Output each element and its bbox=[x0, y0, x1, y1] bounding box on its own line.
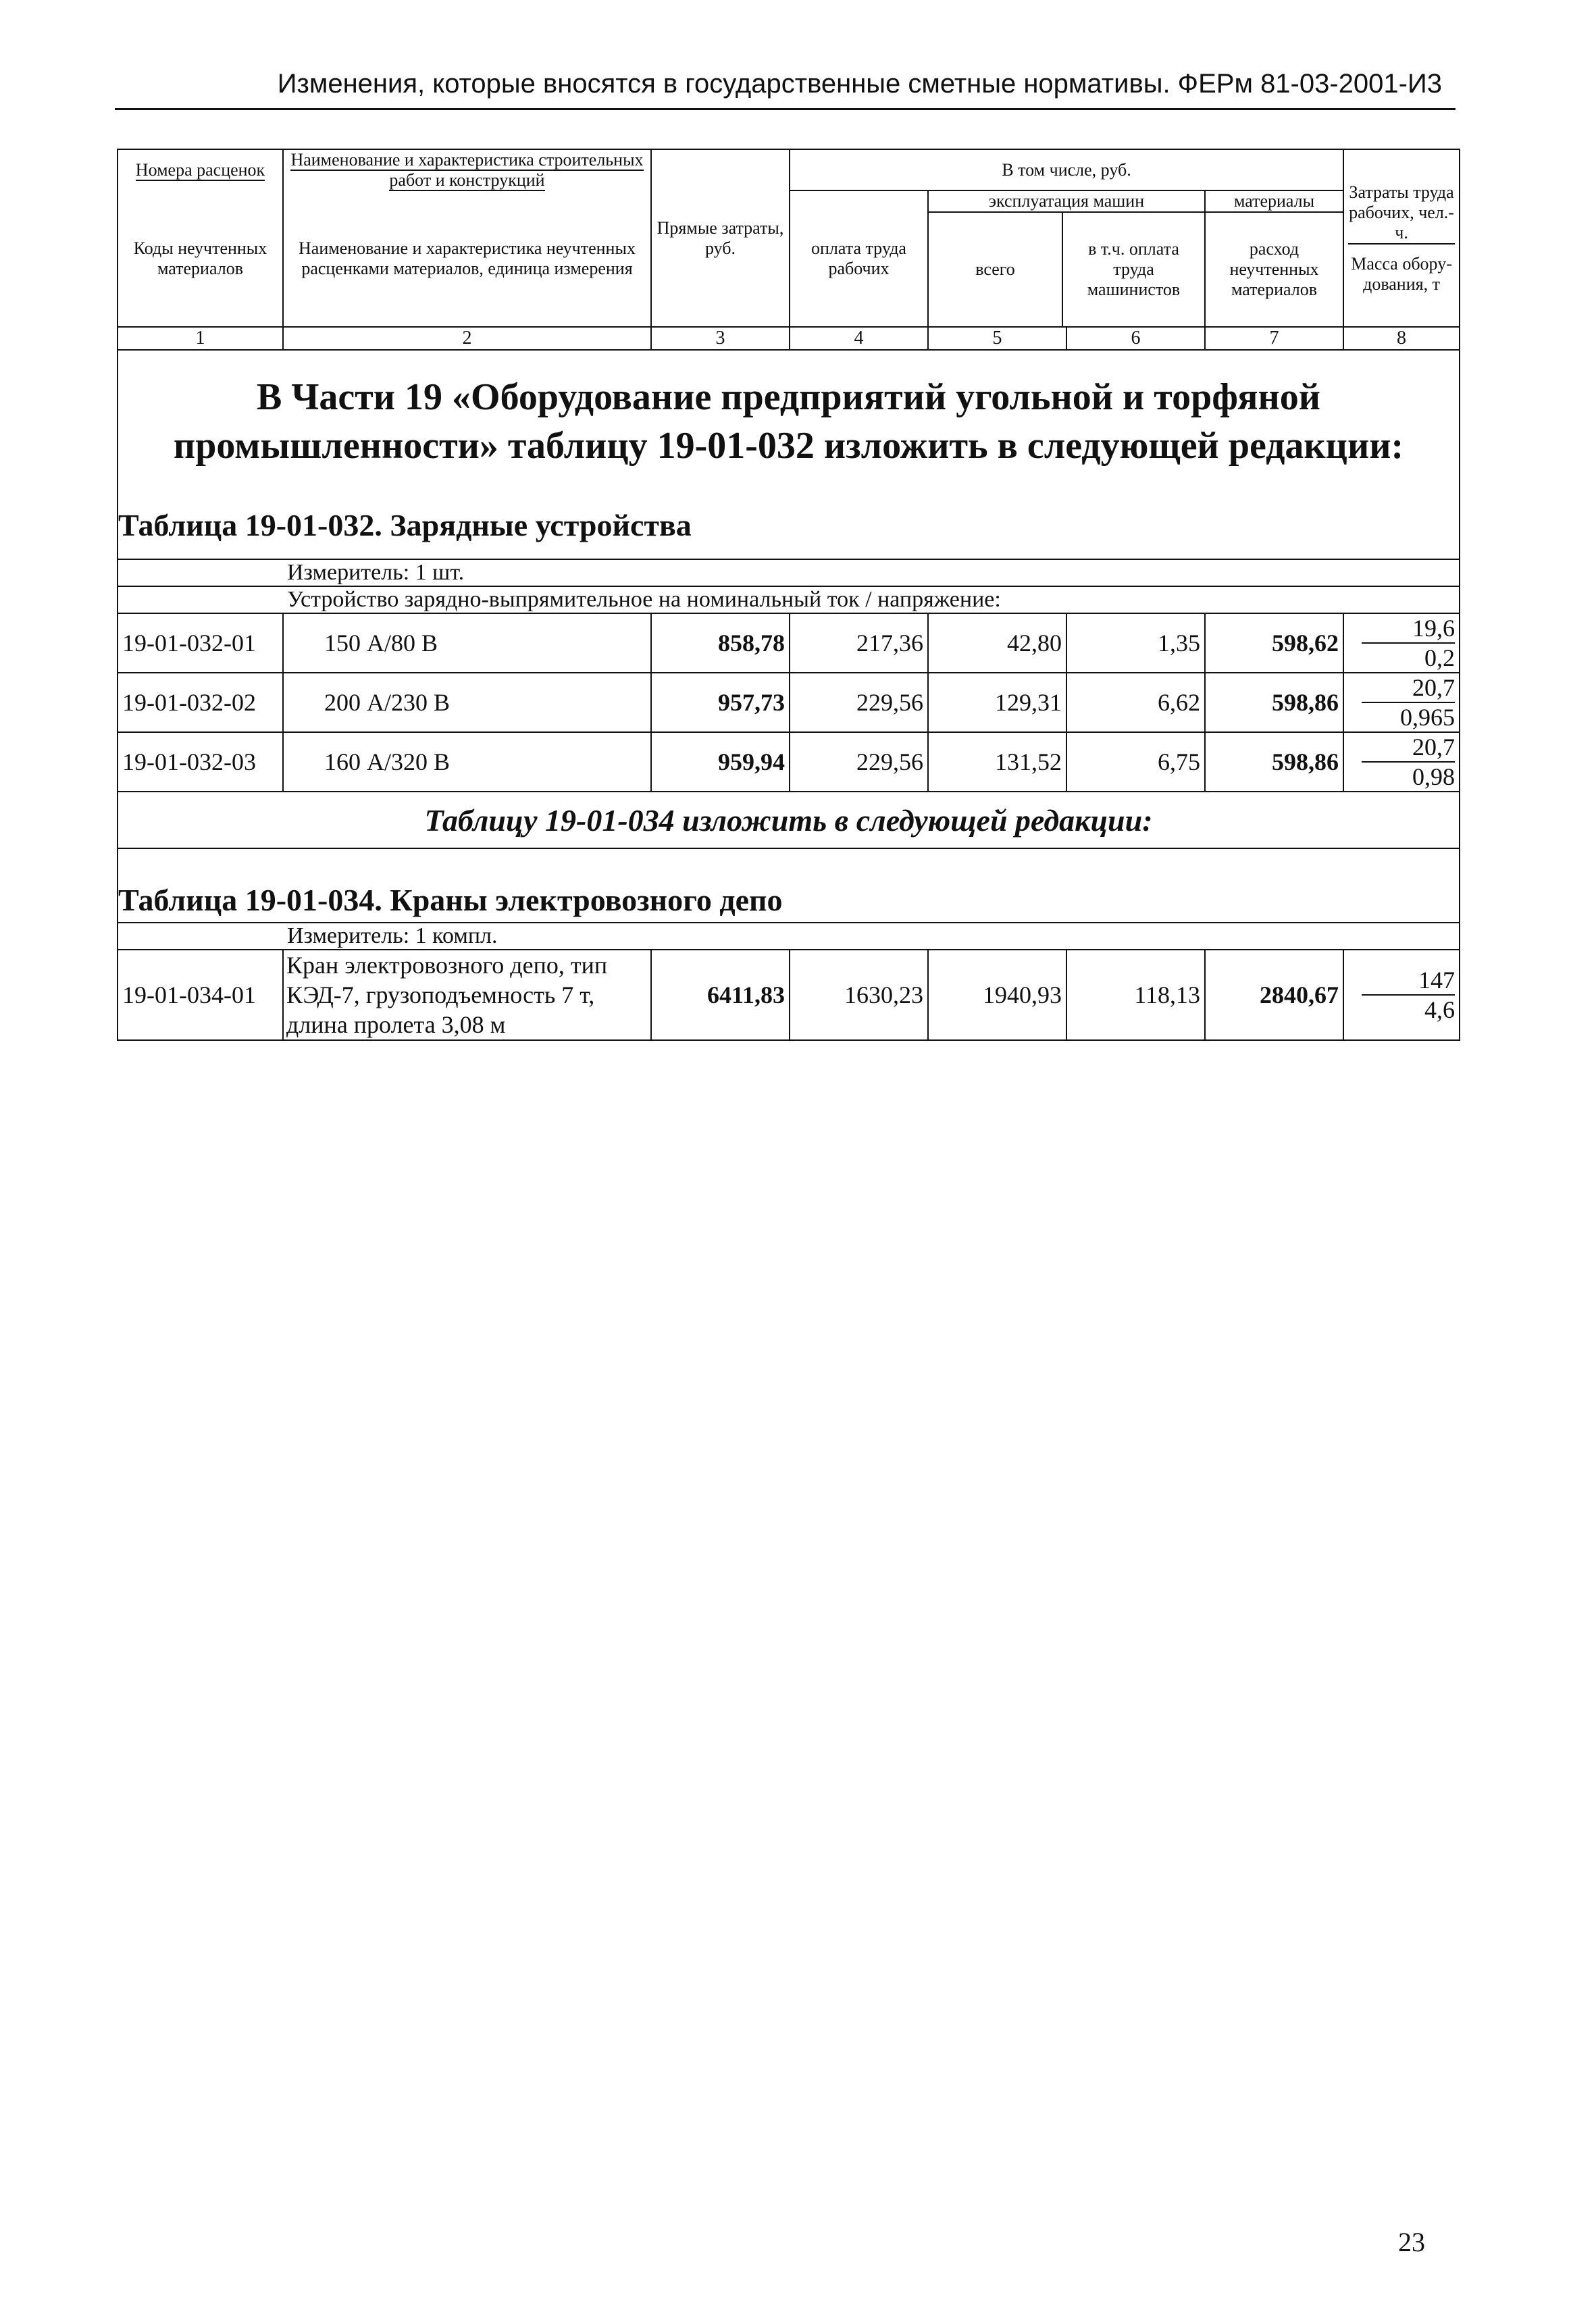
row-direct: 858,78 bbox=[651, 613, 790, 673]
machines-label: эксплуатация машин bbox=[929, 191, 1204, 213]
group-header: В том числе, руб. bbox=[790, 149, 1343, 190]
row-name: 200 А/230 В bbox=[283, 673, 651, 732]
row-direct: 959,94 bbox=[651, 732, 790, 792]
section2-meter: Измеритель: 1 компл. bbox=[283, 923, 1460, 950]
col-num-8: 8 bbox=[1343, 327, 1460, 350]
row-mach: 42,80 bbox=[928, 613, 1066, 673]
row-mass: 0,98 bbox=[1412, 763, 1456, 790]
row-hours: 20,7 bbox=[1362, 673, 1455, 703]
col-num-7: 7 bbox=[1205, 327, 1343, 350]
row-labor: 229,56 bbox=[790, 673, 928, 732]
row-mass: 0,965 bbox=[1400, 704, 1456, 731]
table-row bbox=[118, 950, 1460, 1040]
section2-banner: Таблицу 19-01-034 изложить в следующей редакции: bbox=[118, 792, 1460, 848]
section2-banner-row bbox=[118, 792, 1460, 848]
col5-header: всего bbox=[929, 213, 1063, 326]
row-code: 19-01-032-02 bbox=[118, 673, 283, 732]
row-code: 19-01-032-03 bbox=[118, 732, 283, 792]
row-name: 150 А/80 В bbox=[283, 613, 651, 673]
col8-bottom: Масса обору-дования, т bbox=[1351, 253, 1452, 294]
table-row bbox=[118, 613, 1460, 673]
column-numbers-row bbox=[118, 327, 1460, 350]
section2-title-row bbox=[118, 848, 1460, 923]
row-mach-labor: 1,35 bbox=[1066, 613, 1205, 673]
section1-meter: Измеритель: 1 шт. bbox=[283, 559, 1460, 586]
page-header bbox=[115, 68, 1456, 110]
col1-top: Номера расценок bbox=[118, 149, 283, 190]
col-num-6: 6 bbox=[1066, 327, 1205, 350]
section1-banner-row bbox=[118, 350, 1460, 492]
col2-top: Наименование и характеристика строительных работ и конструкций bbox=[283, 149, 651, 190]
row-hours-mass bbox=[1343, 732, 1460, 792]
row-hours-mass bbox=[1343, 613, 1460, 673]
row-hours: 19,6 bbox=[1362, 614, 1455, 644]
col-num-5: 5 bbox=[928, 327, 1066, 350]
row-code: 19-01-032-01 bbox=[118, 613, 283, 673]
materials-header bbox=[1205, 190, 1343, 327]
page-header-title: Изменения, которые вносятся в государственные сметные нормативы. ФЕРм 81-03-2001-И3 bbox=[277, 69, 1442, 99]
section1-banner: В Части 19 «Оборудование предприятий угольной и торфяной промышленности» таблицу 19-01-032 изложить в следующей редакции: bbox=[118, 350, 1460, 492]
row-labor: 1630,23 bbox=[790, 950, 928, 1040]
section2-table-title: Таблица 19-01-034. Краны электровозного депо bbox=[118, 848, 1460, 923]
row-mat: 2840,67 bbox=[1205, 950, 1343, 1040]
col-num-2: 2 bbox=[283, 327, 651, 350]
row-hours-mass bbox=[1343, 950, 1460, 1040]
row-mach-labor: 6,75 bbox=[1066, 732, 1205, 792]
col-num-4: 4 bbox=[790, 327, 928, 350]
row-mat: 598,86 bbox=[1205, 673, 1343, 732]
machines-header bbox=[928, 190, 1205, 327]
materials-label: материалы bbox=[1206, 191, 1343, 213]
section1-table-title: Таблица 19-01-032. Зарядные устройства bbox=[118, 492, 1460, 559]
section1-title-row bbox=[118, 492, 1460, 559]
col6-header: в т.ч. оплата труда машинистов bbox=[1087, 239, 1181, 299]
row-mach: 1940,93 bbox=[928, 950, 1066, 1040]
row-hours: 147 bbox=[1362, 966, 1455, 996]
row-name: 160 А/320 В bbox=[283, 732, 651, 792]
col8-header bbox=[1343, 149, 1460, 327]
row-mass: 4,6 bbox=[1424, 996, 1456, 1023]
table-row bbox=[118, 673, 1460, 732]
col3-header: Прямые затраты, руб. bbox=[651, 149, 790, 327]
row-mach: 131,52 bbox=[928, 732, 1066, 792]
section1-meter-row bbox=[118, 559, 1460, 586]
row-labor: 217,36 bbox=[790, 613, 928, 673]
row-mat: 598,86 bbox=[1205, 732, 1343, 792]
section1-group-label: Устройство зарядно-выпрямительное на номинальный ток / напряжение: bbox=[283, 586, 1460, 613]
row-mach-labor: 118,13 bbox=[1066, 950, 1205, 1040]
col2-bottom: Наименование и характеристика неучтенных расценками материалов, единица измерения bbox=[283, 190, 651, 327]
col1-bottom: Коды неучтенных материалов bbox=[118, 190, 283, 327]
row-direct: 957,73 bbox=[651, 673, 790, 732]
col-num-3: 3 bbox=[651, 327, 790, 350]
row-mach: 129,31 bbox=[928, 673, 1066, 732]
row-direct: 6411,83 bbox=[651, 950, 790, 1040]
row-hours: 20,7 bbox=[1362, 733, 1455, 763]
row-hours-mass bbox=[1343, 673, 1460, 732]
col7-header: расход неучтенных материалов bbox=[1229, 239, 1319, 299]
header-row-1 bbox=[118, 149, 1460, 190]
row-labor: 229,56 bbox=[790, 732, 928, 792]
page-number: 23 bbox=[1398, 2227, 1425, 2257]
section1-group-row bbox=[118, 586, 1460, 613]
col-num-1: 1 bbox=[118, 327, 283, 350]
col4-header: оплата труда рабочих bbox=[790, 190, 928, 327]
row-mass: 0,2 bbox=[1424, 644, 1456, 671]
row-name: Кран электровозного депо, тип КЭД-7, грузоподъемность 7 т, длина пролета 3,08 м bbox=[283, 950, 651, 1040]
row-mat: 598,62 bbox=[1205, 613, 1343, 673]
row-mach-labor: 6,62 bbox=[1066, 673, 1205, 732]
norms-table bbox=[117, 149, 1460, 1041]
col8-top: Затраты труда рабочих, чел.-ч. bbox=[1348, 182, 1455, 245]
table-row bbox=[118, 732, 1460, 792]
section2-meter-row bbox=[118, 923, 1460, 950]
row-code: 19-01-034-01 bbox=[118, 950, 283, 1040]
